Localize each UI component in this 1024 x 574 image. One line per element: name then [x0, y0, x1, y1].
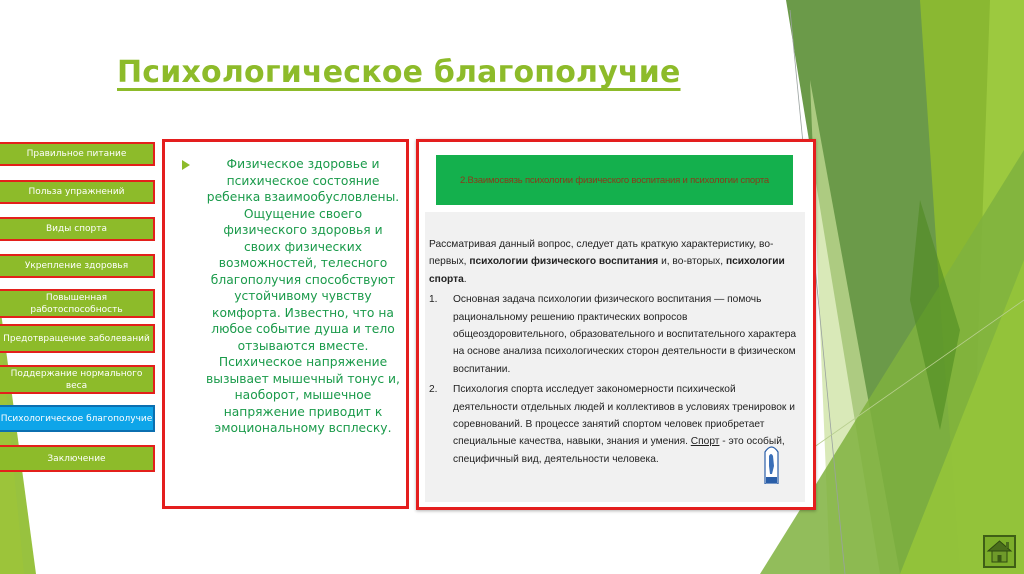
list-text: Основная задача психологии физического воспитания — помочь рациональному решению практических вопросов общеоздоровительного, образовательного и воспитательного характера на основе анализа психологических сторон деятельности в физическом воспитании.	[453, 294, 797, 375]
slide-title: Психологическое благополучие	[117, 55, 681, 90]
nav-button-psychological-wellbeing[interactable]: Психологическое благополучие	[0, 405, 155, 432]
text-box-left	[162, 139, 409, 509]
nav-button-sports-types[interactable]: Виды спорта	[0, 217, 155, 241]
nav-button-weight-maintenance[interactable]: Поддержание нормального веса	[0, 365, 155, 394]
intro-text-3: .	[463, 273, 467, 285]
list-number: 2.	[429, 384, 438, 396]
nav-button-health-strengthening[interactable]: Укрепление здоровья	[0, 254, 155, 278]
image-box-right	[416, 139, 816, 510]
intro-text: Рассматривая данный вопрос, следует дать краткую характеристику, во-первых,	[429, 239, 774, 268]
wellbeing-paragraph: Физическое здоровье и психическое состояние ребенка взаимообусловлены. Ощущение своего физического здоровья и своих физических возможностей, телесного благополучия способствуют устойчивому чувству комфорта. Известно, что на любое событие душа и тело отзываются вместе. Психическое напряжение вызывает мышечный тонус и, наоборот, мышечное напряжение приводит к эмоциональному всплеску.	[206, 157, 400, 435]
nav-button-conclusion[interactable]: Заключение	[0, 445, 155, 472]
list-item	[429, 381, 801, 468]
nav-button-work-capacity[interactable]: Повышенная работоспособность	[0, 289, 155, 318]
intro-bold-2: психологии спорта	[429, 256, 785, 285]
university-emblem-icon	[764, 444, 779, 484]
list-item	[429, 291, 801, 378]
intro-text-2: и, во-вторых,	[658, 256, 726, 268]
sport-link[interactable]: Спорт	[690, 436, 720, 448]
home-button[interactable]	[983, 535, 1016, 568]
intro-paragraph	[429, 236, 801, 288]
list-text-end: - это особый, специфичный вид, деятельности человека.	[453, 436, 785, 465]
list-text: Психология спорта исследует закономерности психической деятельности отдельных людей и коллективов в условиях тренировок и соревнований. В процессе занятий спортом человек приобретает специальные качества, навыки, знания и умения.	[453, 384, 795, 448]
intro-bold-1: психологии физического воспитания	[469, 256, 659, 268]
list-number: 1.	[429, 294, 438, 306]
content-panel	[425, 212, 805, 502]
nav-button-disease-prevention[interactable]: Предотвращение заболеваний	[0, 324, 155, 353]
section-banner: 2.Взаимосвязь психологии физического воспитания и психологии спорта	[436, 155, 793, 205]
triangle-right-icon	[182, 160, 190, 170]
nav-button-exercise-benefits[interactable]: Польза упражнений	[0, 180, 155, 204]
home-icon	[985, 537, 1014, 566]
nav-button-nutrition[interactable]: Правильное питание	[0, 142, 155, 166]
